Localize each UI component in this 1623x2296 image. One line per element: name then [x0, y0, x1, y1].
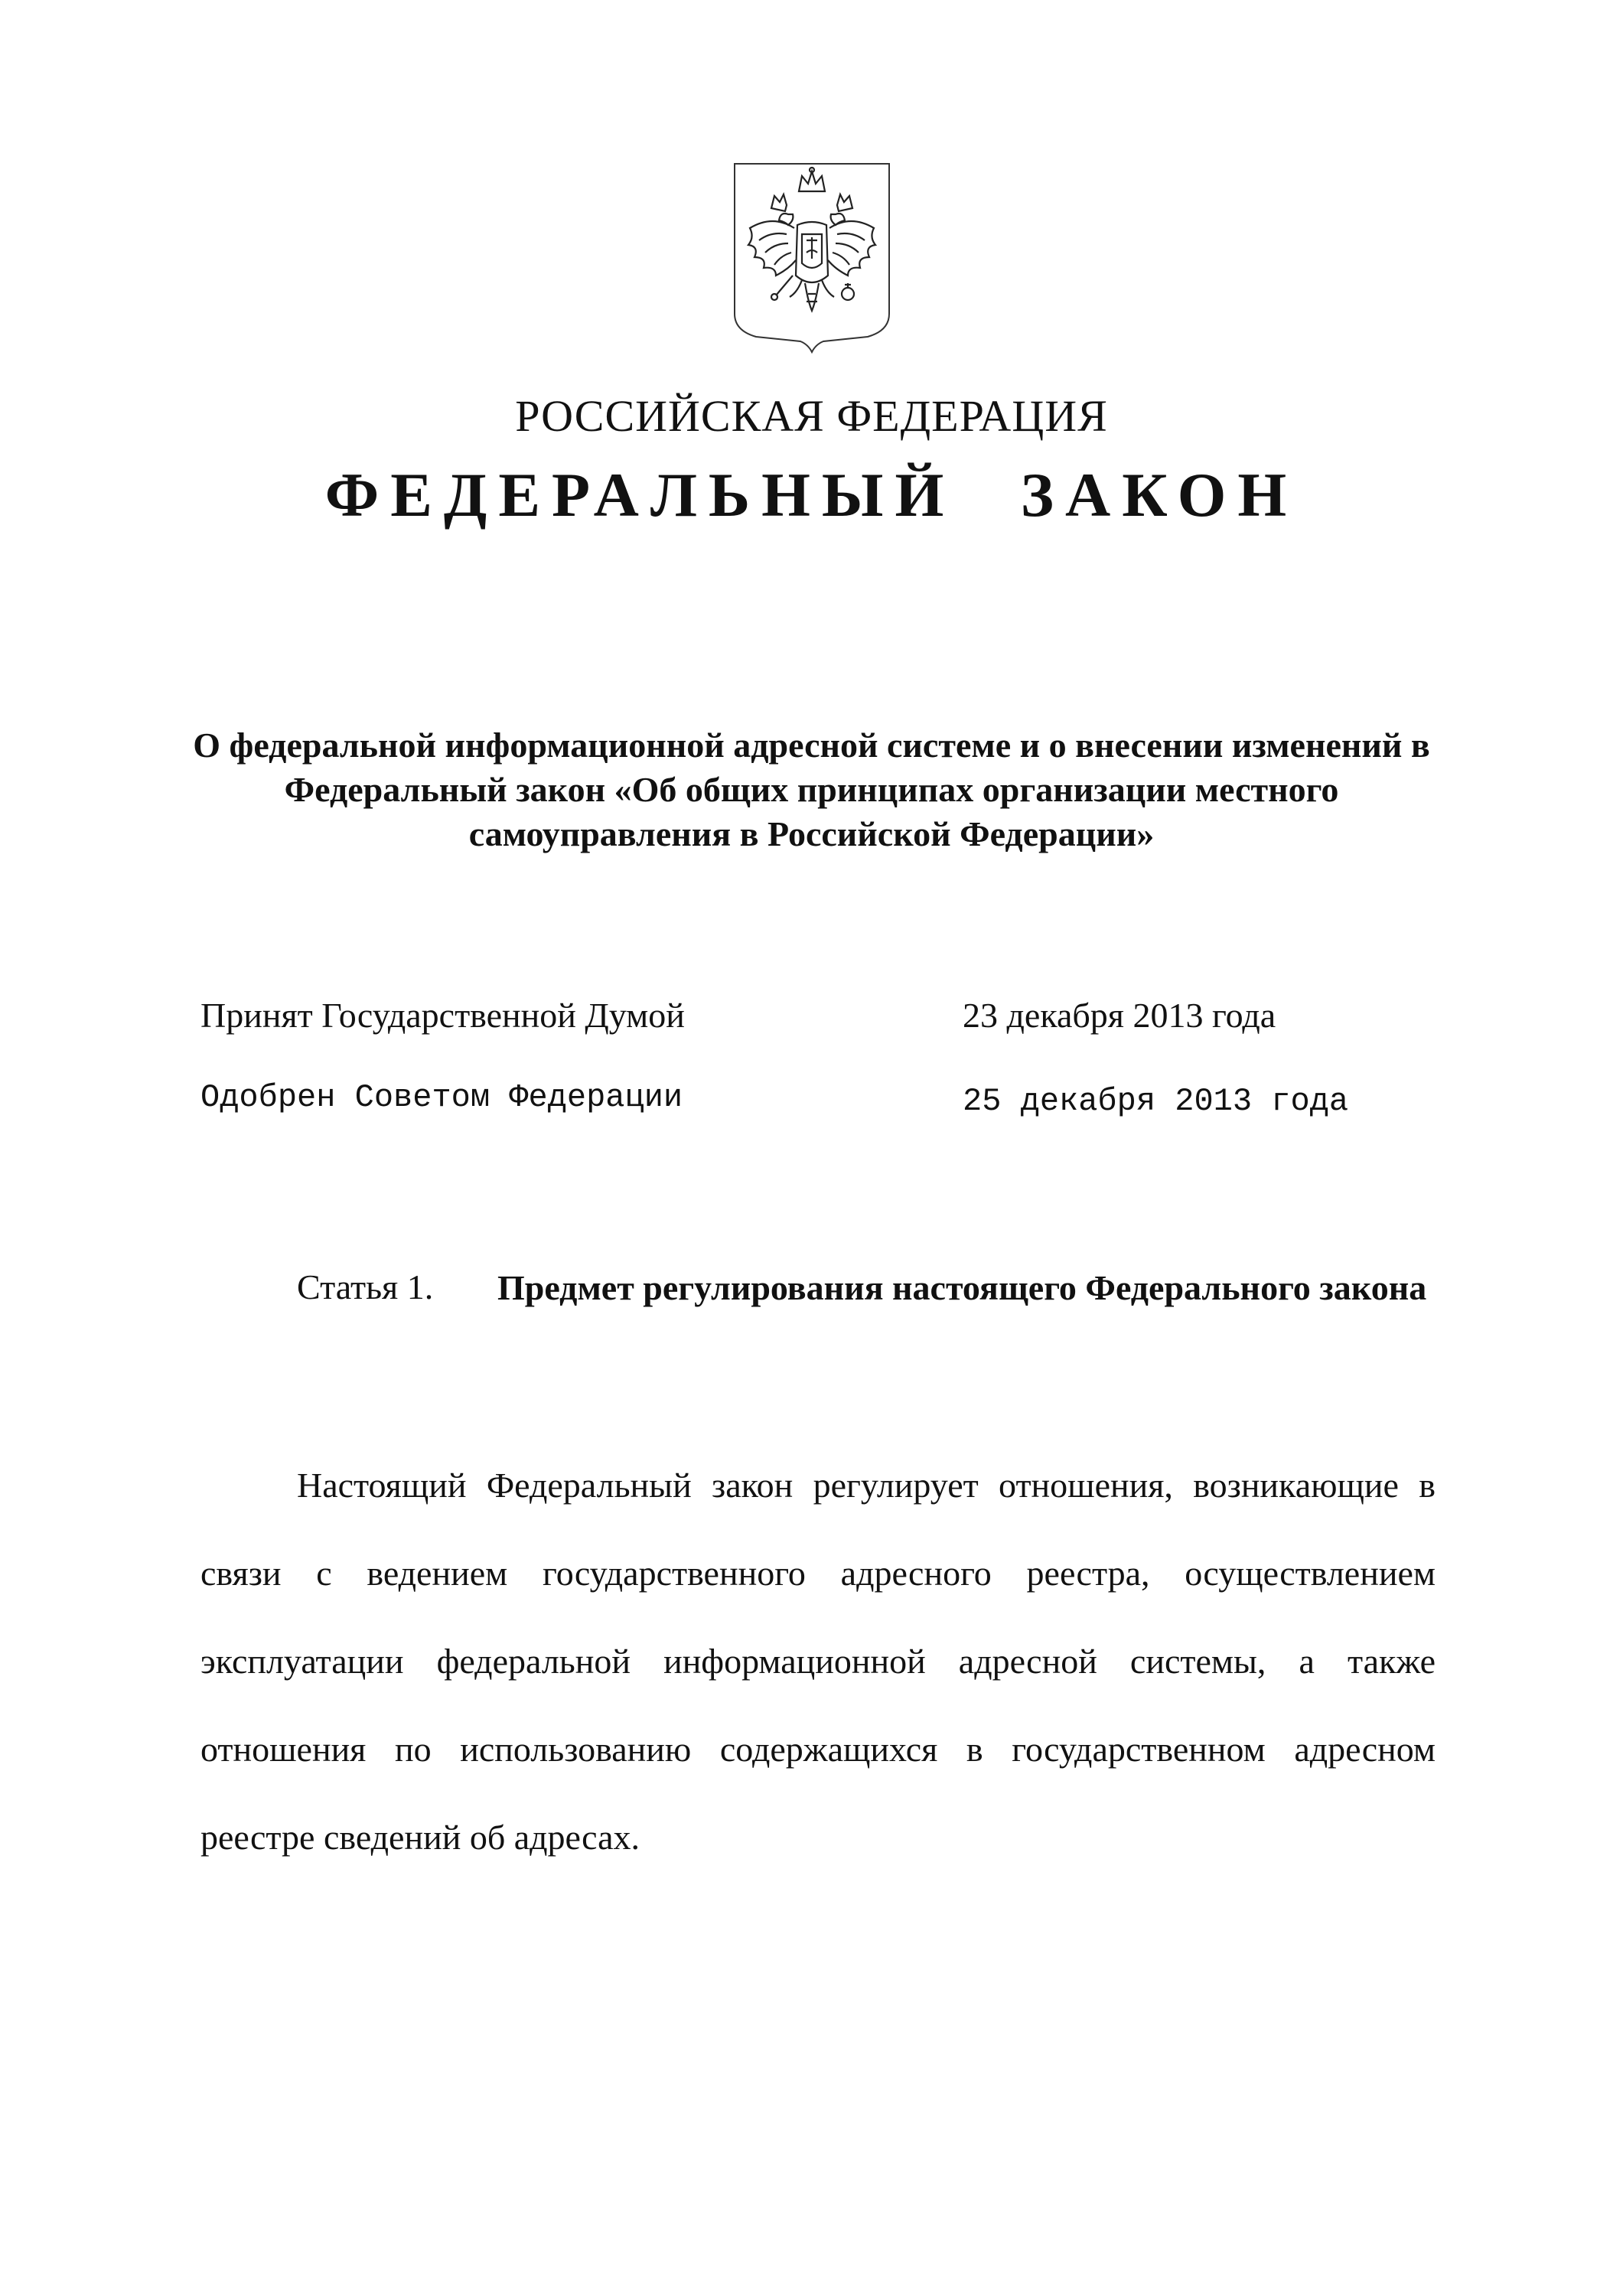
country-heading: РОССИЙСКАЯ ФЕДЕРАЦИЯ [515, 391, 1108, 441]
article-title: Предмет регулирования настоящего Федерального закона [497, 1268, 1427, 1307]
adoption-council-date: 25 декабря 2013 года [963, 1083, 1349, 1120]
article-body: Настоящий Федеральный закон регулирует отношения, возникающие в связи с ведением государственного адресного реестра, осуществлением эксплуатации федеральной информационной адресной системы, а также отношения по использованию содержащихся в государственном адресном реестре сведений об адресах. [200, 1466, 1436, 1857]
adoption-council-label: Одобрен Советом Федерации [200, 1079, 683, 1116]
adoption-duma-date: 23 декабря 2013 года [963, 996, 1276, 1035]
article-number: Статья 1. [297, 1267, 434, 1306]
coat-of-arms-icon [732, 161, 892, 354]
law-title: О федеральной информационной адресной системе и о внесении изменений в Федеральный закон «Об общих принципах организации местного самоуправления в Российской Федерации» [193, 726, 1430, 853]
document-type-heading: ФЕДЕРАЛЬНЫЙ ЗАКОН [324, 460, 1299, 530]
adoption-duma-label: Принят Государственной Думой [200, 996, 685, 1035]
